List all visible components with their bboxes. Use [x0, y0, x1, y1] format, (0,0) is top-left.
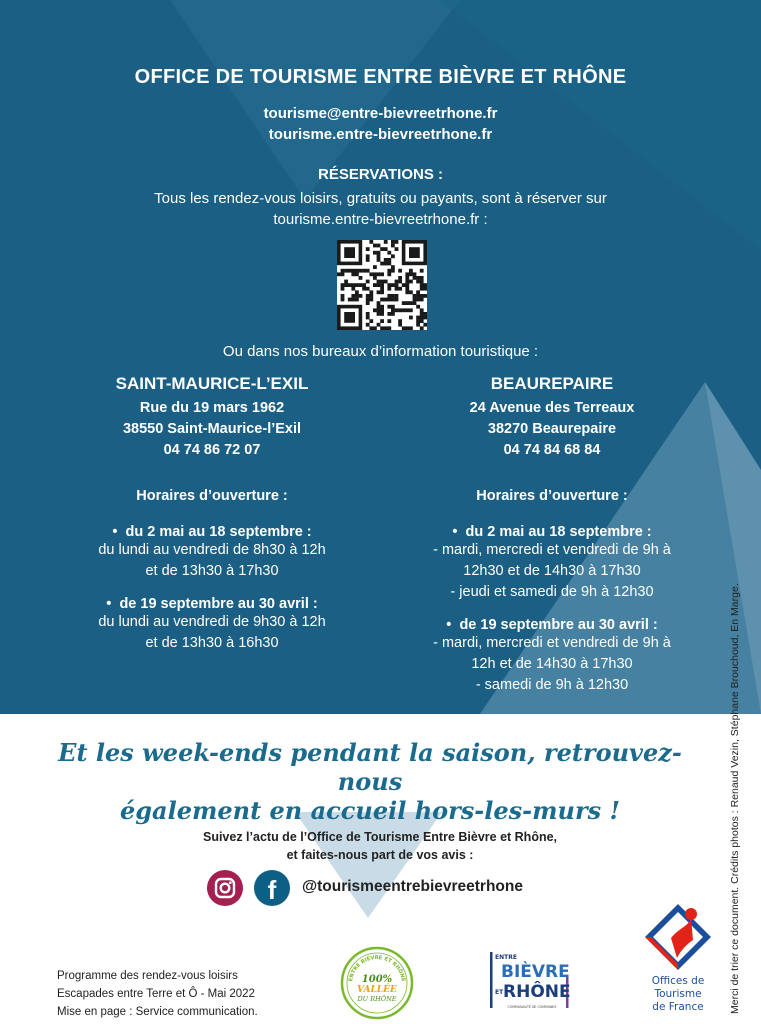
weekend-line: Et les week-ends pendant la saison, retrouvez-nous	[58, 738, 682, 796]
hours-heading: Horaires d’ouverture :	[476, 488, 628, 504]
social-line: Suivez l’actu de l’Office de Tourisme Entre Bièvre et Rhône,	[202, 830, 558, 844]
period-heading: • du 2 mai au 18 septembre :	[452, 524, 652, 540]
hours-line: du lundi au vendredi de 9h30 à 12h	[98, 614, 326, 630]
website-link[interactable]: tourisme.entre-bievreetrhone.fr	[268, 126, 493, 143]
footer-line: Escapades entre Terre et Ô - Mai 2022	[57, 988, 255, 1000]
office-street: 24 Avenue des Terreaux	[469, 400, 635, 416]
bullet-icon: •	[112, 524, 126, 540]
social-line: et faites-nous part de vos avis :	[286, 848, 474, 862]
reservations-website[interactable]: tourisme.entre-bievreetrhone.fr :	[273, 211, 488, 228]
bullet-icon: •	[106, 596, 120, 612]
vallee-du-rhone-badge	[340, 946, 414, 1020]
hours-line: 12h30 et de 14h30 à 17h30	[463, 563, 641, 579]
period-heading: • de 19 septembre au 30 avril :	[446, 617, 658, 633]
hours-line: - samedi de 9h à 12h30	[475, 677, 629, 693]
svg-text:DU RHÔNE: DU RHÔNE	[357, 995, 397, 1003]
photo-credits: Merci de trier ce document. Crédits photos : Renaud Vezin, Stéphane Brouchoud, En Marge.	[729, 583, 741, 1014]
svg-text:Tourisme: Tourisme	[654, 988, 702, 1000]
office-title: OFFICE DE TOURISME ENTRE BIÈVRE ET RHÔNE	[134, 66, 627, 88]
footer-line: Programme des rendez-vous loisirs	[57, 970, 238, 982]
reservations-heading: RÉSERVATIONS :	[317, 166, 444, 183]
hours-line: et de 13h30 à 17h30	[145, 563, 279, 579]
office-postal: 38270 Beaurepaire	[487, 421, 617, 437]
footer-line: Mise en page : Service communication.	[57, 1006, 258, 1018]
bievre-rhone-logo	[486, 950, 576, 1014]
svg-text:RHÔNE: RHÔNE	[503, 982, 571, 1002]
hours-line: - mardi, mercredi et vendredi de 9h à	[433, 542, 671, 558]
svg-text:ET: ET	[495, 989, 504, 996]
svg-text:BIÈVRE: BIÈVRE	[501, 962, 570, 982]
office-street: Rue du 19 mars 1962	[139, 400, 285, 416]
office-city: BEAUREPAIRE	[490, 374, 614, 393]
social-intro	[100, 828, 660, 864]
svg-text:100%: 100%	[361, 974, 393, 985]
offices-intro: Ou dans nos bureaux d’information touristique :	[222, 343, 539, 360]
office-city: SAINT-MAURICE-L’EXIL	[115, 374, 309, 393]
svg-text:VALLÉE: VALLÉE	[357, 985, 397, 995]
svg-text:COMMUNAUTÉ DE COMMUNES: COMMUNAUTÉ DE COMMUNES	[507, 1005, 557, 1009]
weekend-message	[40, 738, 700, 825]
office-postal: 38550 Saint-Maurice-l’Exil	[122, 421, 302, 437]
hours-heading: Horaires d’ouverture :	[136, 488, 288, 504]
reservations-line: Tous les rendez-vous loisirs, gratuits ou payants, sont à réserver sur	[154, 190, 607, 207]
footer-credits	[57, 967, 258, 1021]
social-handle[interactable]: @tourismeentrebievreetrhone	[302, 878, 523, 895]
office-phone[interactable]: 04 74 84 68 84	[503, 442, 601, 458]
bullet-icon: •	[446, 617, 460, 633]
hours-line: 12h et de 14h30 à 17h30	[471, 656, 633, 672]
hours-line: du lundi au vendredi de 8h30 à 12h	[98, 542, 326, 558]
weekend-line: également en accueil hors-les-murs !	[119, 796, 621, 825]
email-link[interactable]: tourisme@entre-bievreetrhone.fr	[263, 105, 498, 122]
hours-line: et de 13h30 à 16h30	[145, 635, 279, 651]
bullet-icon: •	[452, 524, 466, 540]
svg-text:ENTRE: ENTRE	[495, 954, 517, 961]
svg-text:de France: de France	[652, 1001, 704, 1013]
period-heading: • de 19 septembre au 30 avril :	[106, 596, 318, 612]
instagram-icon[interactable]	[207, 870, 243, 906]
hours-line: - mardi, mercredi et vendredi de 9h à	[433, 635, 671, 651]
svg-text:Offices de: Offices de	[651, 975, 705, 987]
period-heading: • du 2 mai au 18 septembre :	[112, 524, 312, 540]
office-phone[interactable]: 04 74 86 72 07	[163, 442, 261, 458]
svg-text:ENTRE BIÈVRE ET RHÔNE: ENTRE BIÈVRE ET RHÔNE	[348, 954, 406, 983]
hours-line: - jeudi et samedi de 9h à 12h30	[450, 584, 654, 600]
offices-de-tourisme-logo	[641, 900, 715, 1020]
facebook-icon[interactable]: f	[254, 870, 290, 906]
